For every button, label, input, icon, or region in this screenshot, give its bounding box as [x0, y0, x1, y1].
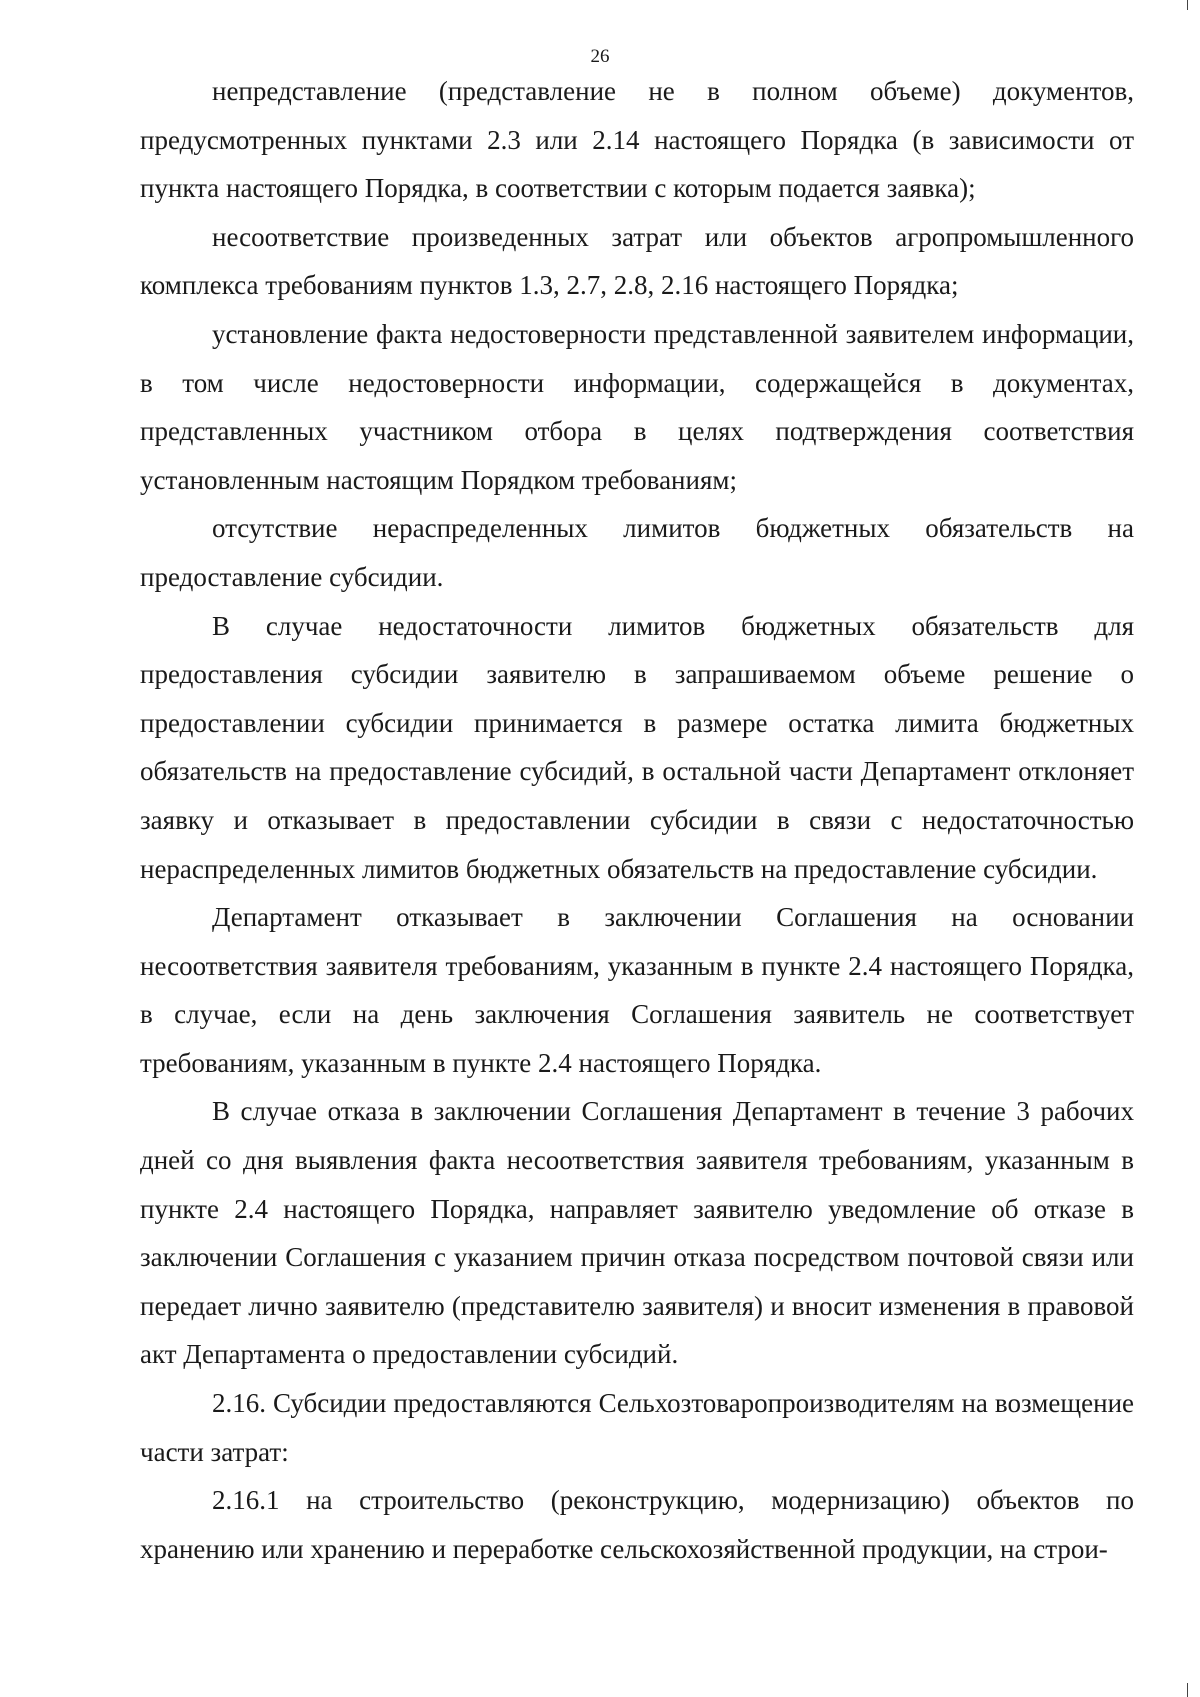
document-body — [140, 67, 1134, 1573]
scan-edge-mark — [1187, 1683, 1188, 1697]
paragraph: В случае отказа в заключении Соглашения Департамент в течение 3 рабочих дней со дня выявления факта несоответствия заявителя требованиям, указанным в пункте 2.4 настоящего Порядка, направляет заявителю уведомление об отказе в заключении Соглашения с указанием причин отказа посредством почтовой связи или передает лично заявителю (представителю заявителя) и вносит изменения в правовой акт Департамента о предоставлении субсидий. — [140, 1096, 1134, 1370]
scan-edge-mark — [1187, 0, 1188, 10]
paragraph: несоответствие произведенных затрат или объектов агропромышленного комплекса требованиям пунктов 1.3, 2.7, 2.8, 2.16 настоящего Порядка; — [140, 221, 1134, 301]
page-number: 26 — [590, 46, 610, 67]
paragraph: В случае недостаточности лимитов бюджетных обязательств для предоставления субсидии заявителю в запрашиваемом объеме решение о предоставлении субсидии принимается в размере остатка лимита бюджетных обязательств на предоставление субсидий, в остальной части Департамент отклоняет заявку и отказывает в предоставлении субсидии в связи с недостаточностью нераспределенных лимитов бюджетных обязательств на предоставление субсидии. — [140, 610, 1134, 884]
paragraph: непредставление (представление не в полном объеме) документов, предусмотренных пунктами 2.3 или 2.14 настоящего Порядка (в зависимости от пункта настоящего Порядка, в соответствии с которым подается заявка); — [140, 76, 1134, 204]
paragraph: 2.16. Субсидии предоставляются Сельхозтоваропроизводителям на возмещение части затрат: — [140, 1388, 1134, 1467]
paragraph: Департамент отказывает в заключении Соглашения на основании несоответствия заявителя требованиям, указанным в пункте 2.4 настоящего Порядка, в случае, если на день заключения Соглашения заявитель не соответствует требованиям, указанным в пункте 2.4 настоящего Порядка. — [140, 902, 1134, 1078]
paragraph: установление факта недостоверности представленной заявителем информации, в том числе недостоверности информации, содержащейся в документах, представленных участником отбора в целях подтверждения соответствия установленным настоящим Порядком требованиям; — [140, 318, 1134, 495]
paragraph: отсутствие нераспределенных лимитов бюджетных обязательств на предоставление субсидии. — [140, 513, 1134, 592]
paragraph: 2.16.1 на строительство (реконструкцию, модернизацию) объектов по хранению или хранению и переработке сельскохозяйственной продукции, на строи- — [140, 1485, 1134, 1564]
